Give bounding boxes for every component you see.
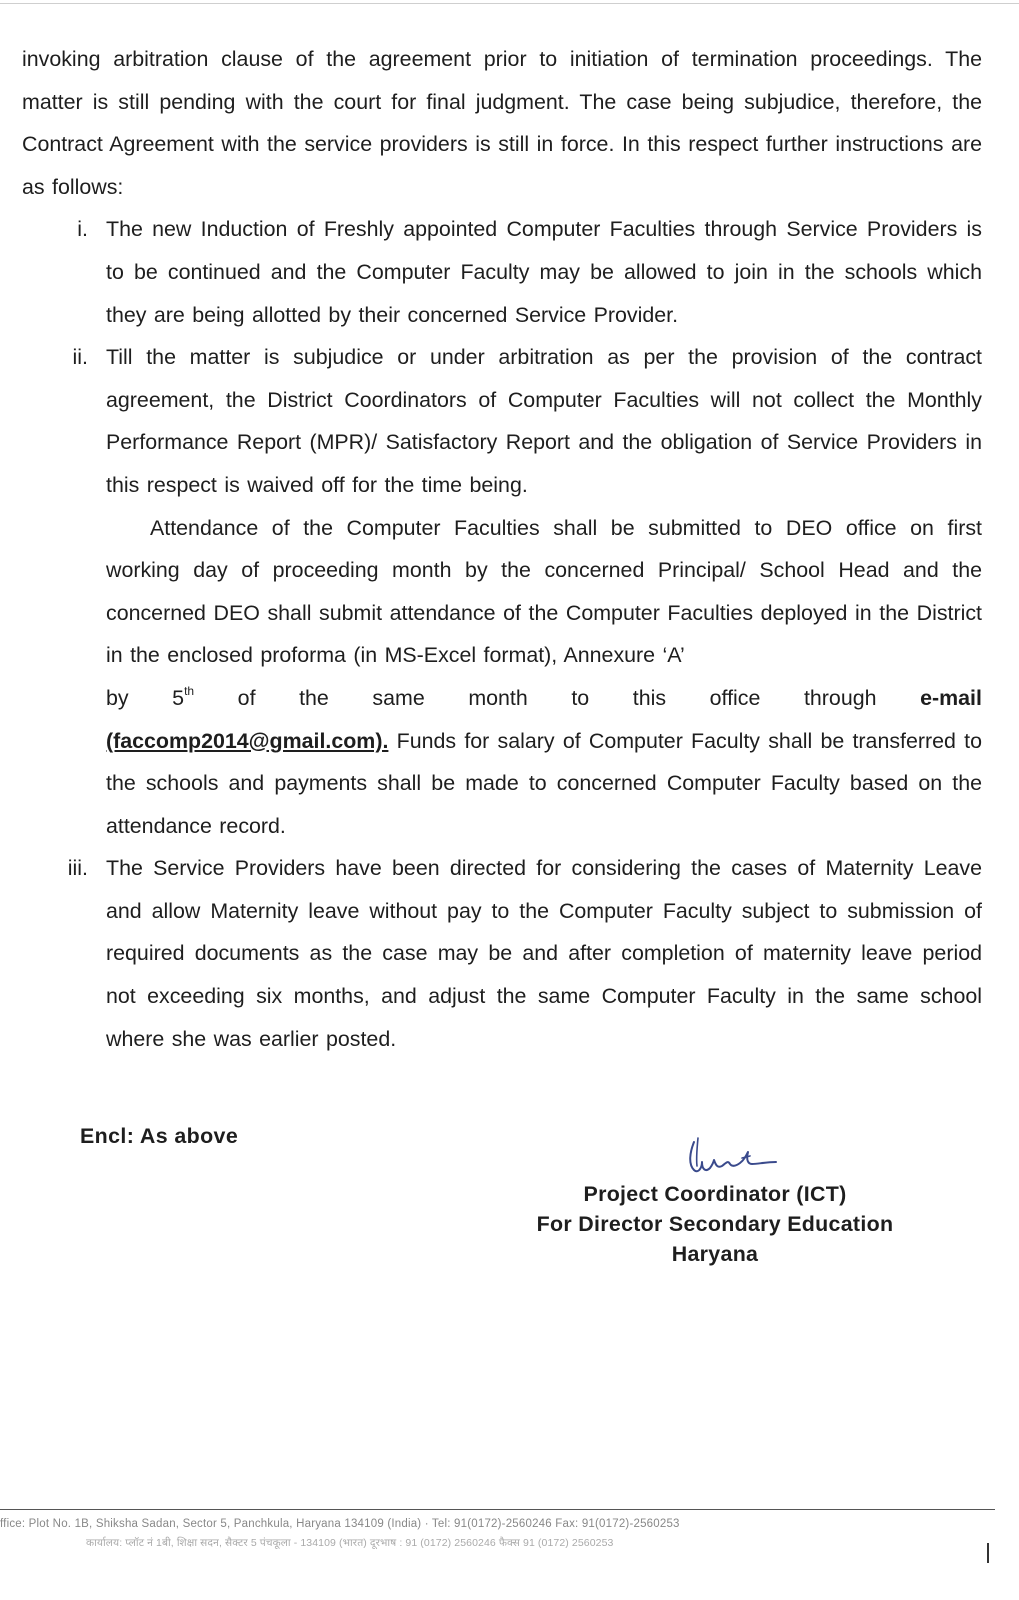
letter-body [22, 38, 982, 1060]
item-marker: ii. [72, 345, 88, 370]
attendance-paragraph: Attendance of the Computer Faculties shall be submitted to DEO office on first working day of proceeding month by the concerned Principal/ School Head and the concerned DEO shall submit attendance of the Computer Faculties deployed in the District in the enclosed proforma (in MS-Excel format), Annexure ‘A’ [106, 515, 982, 668]
attendance-spread-line [22, 677, 982, 720]
instruction-item-3 [22, 847, 982, 1060]
footer-divider [0, 1509, 995, 1510]
instruction-item-2 [22, 336, 982, 506]
enclosure-note: Encl: As above [80, 1124, 239, 1148]
footer-address-english: ffice: Plot No. 1B, Shiksha Sadan, Sector 5, Panchkula, Haryana 134109 (India) · Tel: 91(0172)-2560246 Fax: 91(0172)-2560253 [0, 1518, 680, 1530]
email-label: e-mail [920, 685, 982, 710]
word: through [803, 685, 877, 710]
word: by [106, 685, 129, 710]
instruction-list [22, 208, 982, 506]
item-text: The Service Providers have been directed for considering the cases of Maternity Leave and allow Maternity leave without pay to the Computer Faculty subject to submission of required documents as the case may be and after completion of maternity leave period not exceeding six months, and adjust the same Computer Faculty in the same school where she was earlier posted. [106, 856, 982, 1051]
signatory-office: For Director Secondary Education [536, 1212, 894, 1236]
top-scan-rule [0, 3, 1019, 4]
attendance-paragraph-continued [22, 720, 982, 848]
signatory-title: Project Coordinator (ICT) [583, 1182, 847, 1206]
word: this [632, 685, 667, 710]
signatory-block [500, 1179, 930, 1269]
item-marker: iii. [67, 856, 88, 881]
item-marker: i. [77, 217, 88, 242]
signatory-state: Haryana [671, 1242, 759, 1266]
instruction-item-1 [22, 208, 982, 336]
word: office [709, 685, 761, 710]
email-link[interactable]: (faccomp2014@gmail.com). [106, 728, 389, 753]
footer-edge-mark [987, 1543, 989, 1563]
word: of [237, 685, 256, 710]
funds-text: Funds for salary of Computer Faculty shall be transferred to the schools and payments shall be made to concerned Computer Faculty based on the attendance record. [106, 728, 982, 838]
item-text: Till the matter is subjudice or under arbitration as per the provision of the contract agreement, the District Coordinators of Computer Faculties will not collect the Monthly Performance Report (MPR)/ Satisfactory Report and the obligation of Service Providers in this respect is waived off for the time being. [106, 345, 982, 497]
word: to [571, 685, 590, 710]
item-text: The new Induction of Freshly appointed Computer Faculties through Service Providers is to be continued and the Computer Faculty may be allowed to join in the schools which they are being allotted by their concerned Service Provider. [106, 217, 982, 327]
intro-paragraph: invoking arbitration clause of the agreement prior to initiation of termination proceedings. The matter is still pending with the court for final judgment. The case being subjudice, therefore, the Contract Agreement with the service providers is still in force. In this respect further instructions are as follows: [22, 47, 982, 199]
word: same [372, 685, 425, 710]
instruction-list-continued [22, 847, 982, 1060]
word: month [468, 685, 528, 710]
word: 5th [172, 683, 195, 710]
word: the [299, 685, 329, 710]
footer-address-hindi: कार्यालय: प्लॉट नं 1बी, शिक्षा सदन, सैक्टर 5 पंचकूला - 134109 (भारत) दूरभाष : 91 (0172) 2560246 फैक्स 91 (0172) 2560253 [86, 1537, 614, 1549]
signature-image [680, 1130, 790, 1180]
